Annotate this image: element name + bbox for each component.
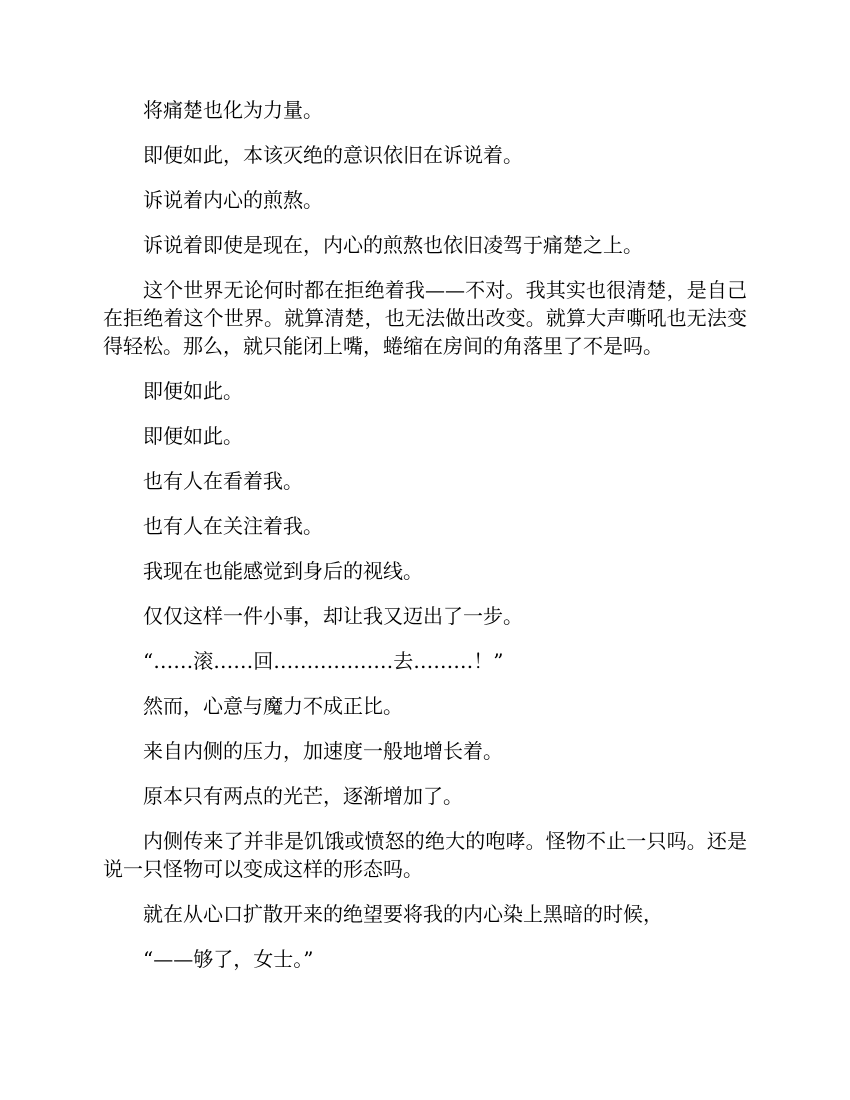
- document-page: [103, 96, 747, 990]
- paragraph-5: 这个世界无论何时都在拒绝着我——不对。我其实也很清楚，是自己在拒绝着这个世界。就算清楚，也无法做出改变。就算大声嘶吼也无法变得轻松。那么，就只能闭上嘴，蜷缩在房间的角落里了不是吗。: [103, 278, 747, 358]
- paragraph-1: 将痛楚也化为力量。: [143, 98, 323, 122]
- paragraph-12: “……滚……回………………去………！”: [143, 649, 504, 673]
- paragraph-4: 诉说着即使是现在，内心的煎熬也依旧凌驾于痛楚之上。: [143, 233, 643, 257]
- paragraph-15: 原本只有两点的光芒，逐渐增加了。: [143, 784, 463, 808]
- paragraph-14: 来自内侧的压力，加速度一般地增长着。: [143, 739, 503, 763]
- paragraph-2: 即便如此，本该灭绝的意识依旧在诉说着。: [143, 143, 523, 167]
- paragraph-16: 内侧传来了并非是饥饿或愤怒的绝大的咆哮。怪物不止一只吗。还是说一只怪物可以变成这样的形态吗。: [103, 829, 747, 881]
- paragraph-6: 即便如此。: [143, 379, 243, 403]
- paragraph-10: 我现在也能感觉到身后的视线。: [143, 559, 423, 583]
- paragraph-3: 诉说着内心的煎熬。: [143, 188, 323, 212]
- paragraph-11: 仅仅这样一件小事，却让我又迈出了一步。: [143, 604, 523, 628]
- paragraph-17: 就在从心口扩散开来的绝望要将我的内心染上黑暗的时候，: [143, 902, 663, 926]
- paragraph-8: 也有人在看着我。: [143, 469, 303, 493]
- paragraph-13: 然而，心意与魔力不成正比。: [143, 694, 403, 718]
- paragraph-18: “——够了，女士。”: [143, 947, 314, 971]
- paragraph-9: 也有人在关注着我。: [143, 514, 323, 538]
- paragraph-7: 即便如此。: [143, 424, 243, 448]
